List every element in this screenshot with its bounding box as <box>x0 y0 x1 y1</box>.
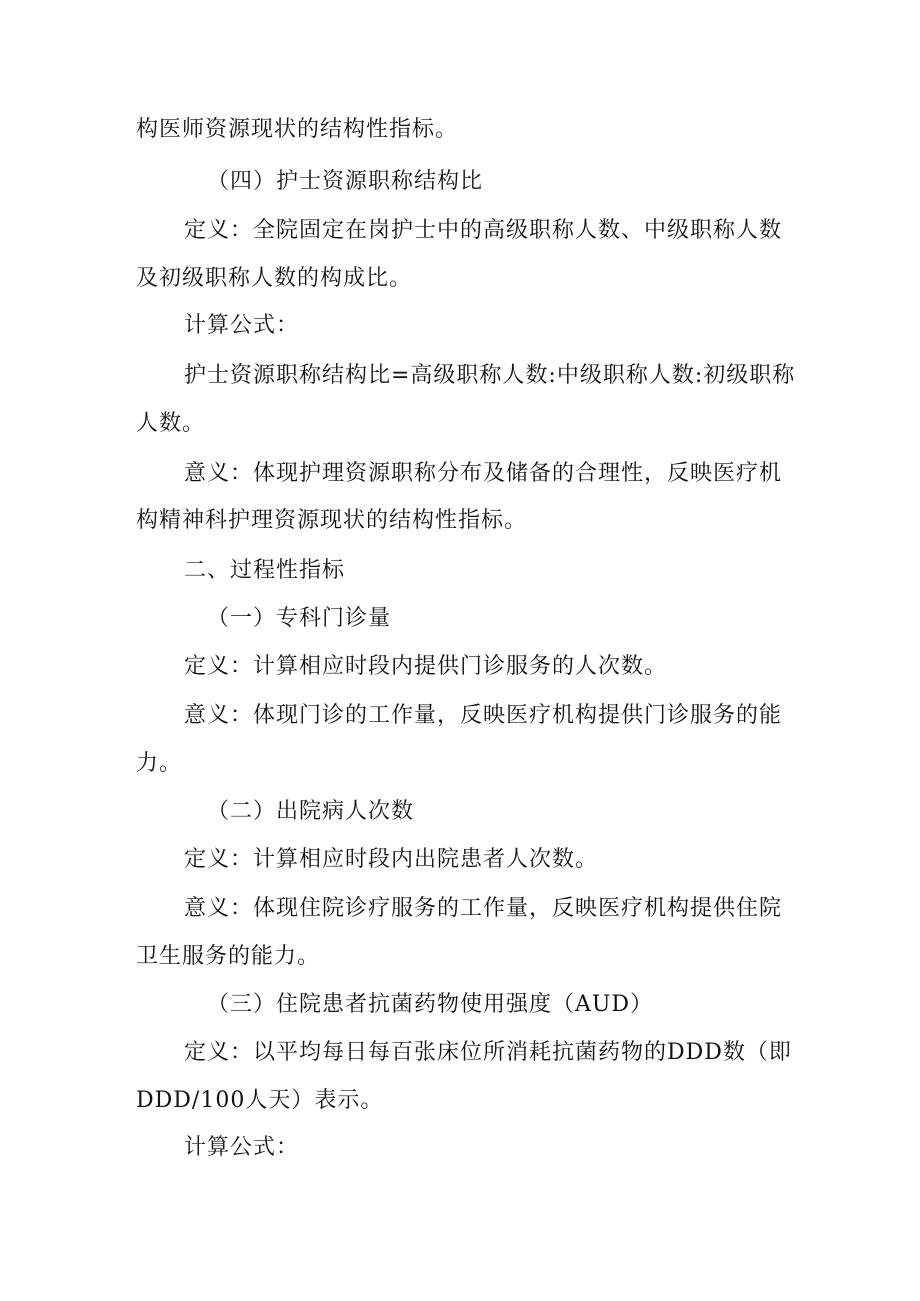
formula-line: 人数。 <box>136 411 206 436</box>
formula-line: 护士资源职称结构比=高级职称人数:中级职称人数:初级职称 <box>184 363 796 388</box>
paragraph-line: DDD/100人天）表示。 <box>136 1088 384 1113</box>
formula-label: 计算公式： <box>184 313 300 338</box>
paragraph-line: 意义：体现门诊的工作量，反映医疗机构提供门诊服务的能 <box>184 703 783 728</box>
paragraph-line: 构精神科护理资源现状的结构性指标。 <box>136 508 528 533</box>
subsection-heading-discharge: （二）出院病人次数 <box>207 799 415 824</box>
section-heading-nurse-title-ratio: （四）护士资源职称结构比 <box>207 169 484 194</box>
paragraph-line: 力。 <box>136 751 183 776</box>
paragraph-line: 及初级职称人数的构成比。 <box>136 266 413 291</box>
paragraph-line: 定义：计算相应时段内提供门诊服务的人次数。 <box>184 654 668 679</box>
paragraph-line: 定义：计算相应时段内出院患者人次数。 <box>184 847 599 872</box>
section-heading-process-indicators: 二、过程性指标 <box>184 558 346 583</box>
paragraph-line: 定义：以平均每日每百张床位所消耗抗菌药物的DDD数（即 <box>184 1040 792 1065</box>
formula-label: 计算公式： <box>184 1135 300 1160</box>
paragraph-line: 意义：体现住院诊疗服务的工作量，反映医疗机构提供住院 <box>184 896 783 921</box>
paragraph-line: 构医师资源现状的结构性指标。 <box>136 117 459 142</box>
paragraph-line: 意义：体现护理资源职称分布及储备的合理性，反映医疗机 <box>184 461 783 486</box>
subsection-heading-outpatient: （一）专科门诊量 <box>207 606 392 631</box>
subsection-heading-aud: （三）住院患者抗菌药物使用强度（AUD） <box>207 992 654 1017</box>
paragraph-line: 卫生服务的能力。 <box>136 944 321 969</box>
paragraph-line: 定义：全院固定在岗护士中的高级职称人数、中级职称人数 <box>184 218 783 243</box>
